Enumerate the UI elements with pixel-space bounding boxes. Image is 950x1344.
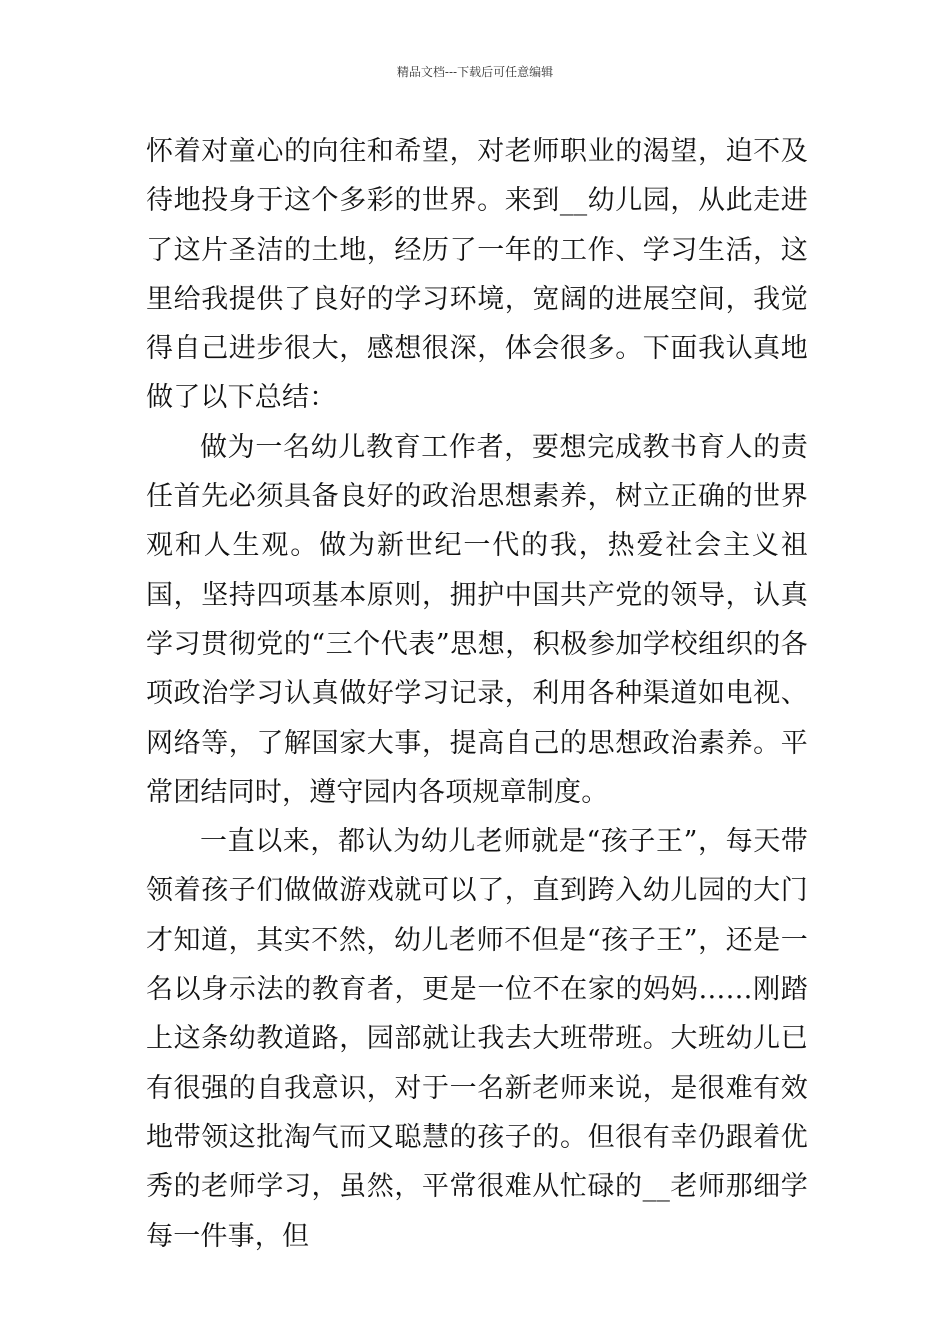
paragraph-2: 做为一名幼儿教育工作者，要想完成教书育人的责任首先必须具备良好的政治思想素养，树立正确的世界观和人生观。做为新世纪一代的我，热爱社会主义祖国，坚持四项基本原则，拥护中国共产党的领导，认真学习贯彻党的“三个代表”思想，积极参加学校组织的各项政治学习认真做好学习记录，利用各种渠道如电视、网络等，了解国家大事，提高自己的思想政治素养。平常团结同时，遵守园内各项规章制度。 xyxy=(146,431,808,808)
paragraph-3: 一直以来，都认为幼儿老师就是“孩子王”，每天带领着孩子们做做游戏就可以了，直到跨入幼儿园的大门才知道，其实不然，幼儿老师不但是“孩子王”，还是一名以身示法的教育者，更是一位不在家的妈妈……刚踏上这条幼教道路，园部就让我去大班带班。大班幼儿已有很强的自我意识，对于一名新老师来说，是很难有效地带领这批淘气而又聪慧的孩子的。但很有幸仍跟着优秀的老师学习，虽然，平常很难从忙碌的__老师那细学每一件事，但 xyxy=(146,826,808,1252)
document-body xyxy=(146,127,808,1261)
page-header: 精品文档---下载后可任意编辑 xyxy=(396,65,554,79)
paragraph-1: 怀着对童心的向往和希望，对老师职业的渴望，迫不及待地投身于这个多彩的世界。来到__幼儿园，从此走进了这片圣洁的土地，经历了一年的工作、学习生活，这里给我提供了良好的学习环境，宽阔的进展空间，我觉得自己进步很大，感想很深，体会很多。下面我认真地做了以下总结： xyxy=(146,136,808,414)
